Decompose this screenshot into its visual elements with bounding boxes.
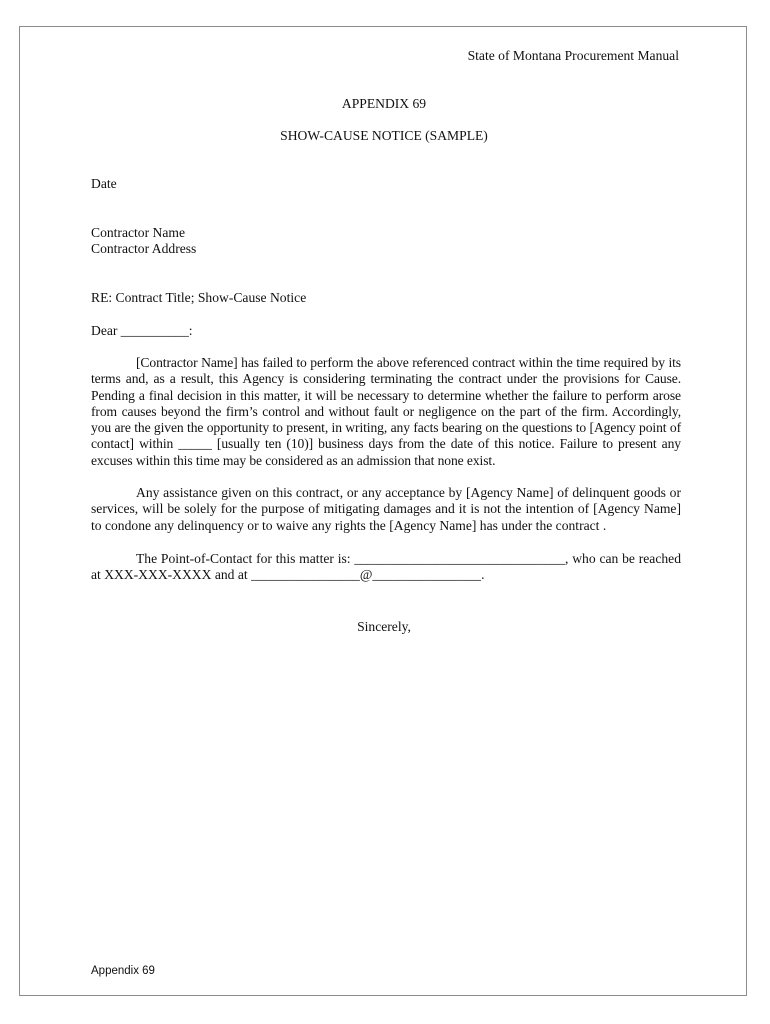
date-line: Date xyxy=(91,176,117,191)
re-line: RE: Contract Title; Show-Cause Notice xyxy=(91,290,307,305)
page-footer: Appendix 69 xyxy=(91,965,155,977)
paragraph-failure-notice: [Contractor Name] has failed to perform the above referenced contract within the time required by its terms and, as a result, this Agency is considering terminating the contract under the provisions for Cause. Pending a final decision in this matter, it will be necessary to determine whether the failure to perform arose from causes beyond the firm’s control and without fault or negligence on the part of the firm. Accordingly, you are the given the opportunity to present, in writing, any facts bearing on the questions to [Agency point of contact] within _____ [usually ten (10)] business days from the date of this notice. Failure to present any excuses within this time may be considered as an admission that none exist. xyxy=(91,355,681,468)
document-page xyxy=(19,26,747,996)
closing: Sincerely, xyxy=(357,619,411,634)
salutation: Dear __________: xyxy=(91,323,193,338)
appendix-title: APPENDIX 69 xyxy=(341,96,427,111)
paragraph-assistance: Any assistance given on this contract, or any acceptance by [Agency Name] of delinquent goods or services, will be solely for the purpose of mitigating damages and it is not the intention of [Agency Name] to condone any delinquency or to waive any rights the [Agency Name] has under the contract . xyxy=(91,485,681,533)
manual-header: State of Montana Procurement Manual xyxy=(467,48,679,63)
contractor-address: Contractor Address xyxy=(91,241,197,256)
contractor-name: Contractor Name xyxy=(91,225,185,240)
paragraph-point-of-contact: The Point-of-Contact for this matter is: _______________________________, who can be reached at XXX-XXX-XXXX and at ________________@________________. xyxy=(91,551,681,583)
notice-title: SHOW-CAUSE NOTICE (SAMPLE) xyxy=(280,128,488,143)
